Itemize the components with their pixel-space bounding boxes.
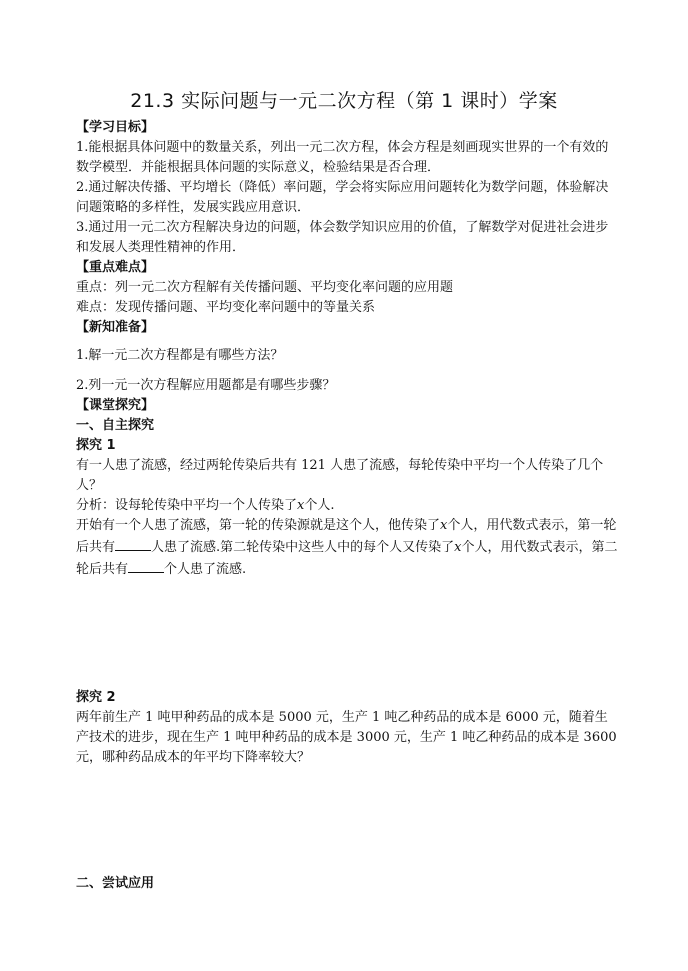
explore-text-a: 开始有一个人患了流感，第一轮的传染源就是这个人，他传染了 — [76, 518, 441, 533]
prep-question-2: 2.列一元一次方程解应用题都是有哪些步骤？ — [76, 378, 336, 393]
explore-text-c: 人患了流感.第二轮传染中这些人中的每个人又传染了 — [151, 540, 455, 555]
keypoints-heading: 【重点难点】 — [76, 260, 155, 275]
variable-x: x — [454, 540, 462, 555]
class-explore-heading: 【课堂探究】 — [76, 398, 155, 413]
explore-text-d: 个人，用代数式表示，第二轮后共有 — [76, 540, 618, 577]
try-apply-heading: 二、尝试应用 — [76, 876, 155, 891]
explore-1-question: 有一人患了流感，经过两轮传染后共有 121 人患了流感，每轮传染中平均一个人传染了几个人？ — [76, 458, 604, 493]
explore-2-label: 探究 2 — [76, 690, 116, 705]
worksheet-content — [76, 118, 618, 894]
page-title: 21.3 实际问题与一元二次方程（第 1 课时）学案 — [130, 90, 558, 112]
variable-x: x — [297, 498, 305, 513]
variable-x: x — [440, 518, 448, 533]
explore-2-question: 两年前生产 1 吨甲种药品的成本是 5000 元，生产 1 吨乙种药品的成本是 6000 元，随着生产技术的进步，现在生产 1 吨甲种药品的成本是 3000 元，生产 1 吨乙种药品的成本是 3600 元，哪种药品成本的年平均下降率较大？ — [76, 710, 617, 765]
analysis-text-a: 分析：设每轮传染中平均一个人传染了 — [76, 498, 298, 513]
analysis-text-b: 个人. — [304, 498, 335, 513]
learning-goals-heading: 【学习目标】 — [76, 120, 155, 135]
goal-item-1: 1.能根据具体问题中的数量关系，列出一元二次方程，体会方程是刻画现实世界的一个有效的数学模型．并能根据具体问题的实际意义，检验结果是否合理． — [76, 140, 609, 175]
explore-text-e: 个人患了流感. — [164, 562, 247, 577]
explore-text-b: 个人，用代数式表示，第一轮后共有 — [76, 518, 617, 555]
explore-1-text — [76, 516, 618, 580]
keypoint-focus: 重点：列一元二次方程解有关传播问题、平均变化率问题的应用题 — [76, 280, 454, 295]
explore-1-analysis — [76, 496, 618, 516]
goal-item-2: 2.通过解决传播、平均增长（降低）率问题，学会将实际应用问题转化为数学问题，体验解决问题策略的多样性，发展实践应用意识． — [76, 180, 609, 215]
explore-1-label: 探究 1 — [76, 438, 116, 453]
self-explore-heading: 一、自主探究 — [76, 418, 155, 433]
fill-blank-2[interactable] — [128, 558, 164, 573]
prep-question-1: 1.解一元二次方程都是有哪些方法？ — [76, 348, 284, 363]
prep-heading: 【新知准备】 — [76, 320, 155, 335]
keypoint-difficulty: 难点：发现传播问题、平均变化率问题中的等量关系 — [76, 300, 376, 315]
goal-item-3: 3.通过用一元二次方程解决身边的问题，体会数学知识应用的价值，了解数学对促进社会进步和发展人类理性精神的作用． — [76, 220, 609, 255]
fill-blank-1[interactable] — [115, 536, 151, 551]
